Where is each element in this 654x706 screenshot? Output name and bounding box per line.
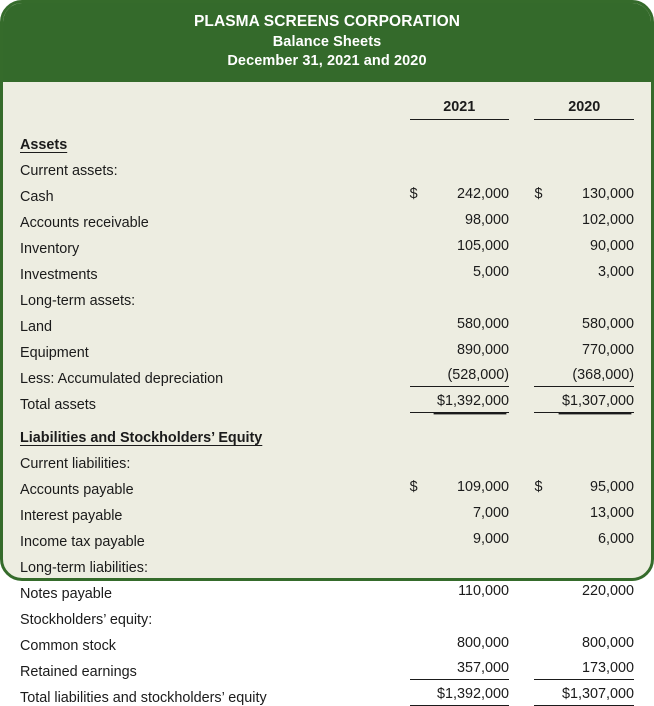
table-row — [20, 335, 634, 361]
total-liabilities-equity-2021-sign — [410, 680, 431, 706]
investments-2020-sign — [534, 257, 555, 283]
long-term-liabilities-heading: Long-term liabilities: — [20, 560, 148, 577]
table-row — [20, 498, 634, 524]
row-label-land: Land — [20, 319, 53, 336]
income-tax-payable-2021-value: 9,000 — [473, 531, 510, 548]
table-row-total-liabilities-equity — [20, 680, 634, 706]
accounts-receivable-2020-sign — [534, 205, 555, 231]
notes-payable-2020-sign — [534, 576, 555, 602]
balance-sheet-body — [3, 82, 651, 706]
company-name: PLASMA SCREENS CORPORATION — [193, 13, 461, 30]
liabilities-equity-heading: Liabilities and Stockholders’ Equity — [20, 430, 263, 447]
long-term-assets-heading: Long-term assets: — [20, 293, 136, 310]
section-heading-liabilities-equity — [20, 413, 634, 446]
column-header-2021-text: 2021 — [410, 100, 510, 119]
row-label-retained-earnings: Retained earnings — [20, 664, 137, 681]
table-row — [20, 361, 634, 387]
total-liabilities-equity-2020-sign — [534, 680, 555, 706]
accumulated-depreciation-2021-value: (528,000) — [431, 361, 509, 387]
current-liabilities-heading: Current liabilities: — [20, 456, 131, 473]
accounts-payable-2020-value: 95,000 — [589, 479, 634, 496]
investments-2021-value: 5,000 — [473, 264, 510, 281]
total-liabilities-equity-2020-value: $1,307,000 — [556, 680, 634, 706]
accounts-payable-2021-value: 109,000 — [457, 479, 510, 496]
income-tax-payable-2021-sign — [410, 524, 431, 550]
total-assets-2020-value: $1,307,000 — [556, 387, 634, 413]
row-label-total-liabilities-equity: Total liabilities and stockholders’ equity — [20, 690, 267, 706]
table-row — [20, 472, 634, 498]
statement-dates: December 31, 2021 and 2020 — [227, 53, 427, 70]
accumulated-depreciation-2020-value: (368,000) — [556, 361, 634, 387]
common-stock-2021-value: 800,000 — [457, 635, 510, 652]
row-label-common-stock: Common stock — [20, 638, 116, 655]
interest-payable-2020-sign — [534, 498, 555, 524]
row-label-accumulated-depreciation: Less: Accumulated depreciation — [20, 371, 224, 388]
investments-2020-value: 3,000 — [597, 264, 634, 281]
group-heading-long-term-liabilities — [20, 550, 634, 576]
accounts-receivable-2021-value: 98,000 — [465, 212, 510, 229]
equipment-2020-sign — [534, 335, 555, 361]
accounts-payable-2020-sign: $ — [534, 479, 543, 496]
table-row-total-assets — [20, 387, 634, 413]
column-gap — [509, 82, 534, 120]
row-label-interest-payable: Interest payable — [20, 508, 123, 525]
table-row — [20, 309, 634, 335]
column-header-2021 — [410, 82, 510, 120]
income-tax-payable-2020-sign — [534, 524, 555, 550]
retained-earnings-2020-value: 173,000 — [556, 654, 634, 680]
row-label-equipment: Equipment — [20, 345, 89, 362]
cash-2021-value: 242,000 — [457, 186, 510, 203]
column-header-2020-text: 2020 — [534, 100, 634, 119]
table-row — [20, 179, 634, 205]
current-assets-heading: Current assets: — [20, 163, 118, 180]
land-2020-sign — [534, 309, 555, 335]
accumulated-depreciation-2021-sign — [410, 361, 431, 387]
equipment-2021-sign — [410, 335, 431, 361]
section-heading-assets — [20, 120, 634, 153]
group-heading-stockholders-equity — [20, 602, 634, 628]
retained-earnings-2021-sign — [410, 654, 431, 680]
inventory-2020-sign — [534, 231, 555, 257]
column-header-label — [20, 82, 410, 120]
row-label-notes-payable: Notes payable — [20, 586, 113, 603]
total-assets-2021-sign — [410, 387, 431, 413]
cash-2020-sign: $ — [534, 186, 543, 203]
income-tax-payable-2020-value: 6,000 — [597, 531, 634, 548]
notes-payable-2020-value: 220,000 — [581, 583, 634, 600]
cash-2020-value: 130,000 — [581, 186, 634, 203]
column-header-2020 — [534, 82, 634, 120]
inventory-2021-sign — [410, 231, 431, 257]
table-row — [20, 628, 634, 654]
row-label-accounts-payable: Accounts payable — [20, 482, 134, 499]
retained-earnings-2021-value: 357,000 — [431, 654, 509, 680]
accounts-payable-2021-sign: $ — [409, 479, 418, 496]
row-label-accounts-receivable: Accounts receivable — [20, 215, 149, 232]
balance-sheet-table — [20, 82, 634, 706]
row-label-investments: Investments — [20, 267, 98, 284]
total-liabilities-equity-2021-value: $1,392,000 — [431, 680, 509, 706]
accounts-receivable-2020-value: 102,000 — [581, 212, 634, 229]
land-2020-value: 580,000 — [581, 316, 634, 333]
column-header-row — [20, 82, 634, 120]
interest-payable-2020-value: 13,000 — [589, 505, 634, 522]
total-assets-2020-sign — [534, 387, 555, 413]
equipment-2021-value: 890,000 — [457, 342, 510, 359]
common-stock-2020-value: 800,000 — [581, 635, 634, 652]
investments-2021-sign — [410, 257, 431, 283]
land-2021-sign — [410, 309, 431, 335]
statement-title: Balance Sheets — [272, 33, 382, 50]
land-2021-value: 580,000 — [457, 316, 510, 333]
statement-header — [3, 3, 651, 82]
table-row — [20, 524, 634, 550]
row-label-income-tax-payable: Income tax payable — [20, 534, 145, 551]
interest-payable-2021-value: 7,000 — [473, 505, 510, 522]
inventory-2020-value: 90,000 — [589, 238, 634, 255]
accounts-receivable-2021-sign — [410, 205, 431, 231]
table-row — [20, 576, 634, 602]
table-row — [20, 231, 634, 257]
retained-earnings-2020-sign — [534, 654, 555, 680]
row-label-inventory: Inventory — [20, 241, 80, 258]
common-stock-2020-sign — [534, 628, 555, 654]
interest-payable-2021-sign — [410, 498, 431, 524]
group-heading-long-term-assets — [20, 283, 634, 309]
row-label-total-assets: Total assets — [20, 397, 96, 414]
table-row — [20, 654, 634, 680]
common-stock-2021-sign — [410, 628, 431, 654]
equipment-2020-value: 770,000 — [581, 342, 634, 359]
stockholders-equity-heading: Stockholders’ equity: — [20, 612, 153, 629]
table-row — [20, 257, 634, 283]
table-row — [20, 205, 634, 231]
inventory-2021-value: 105,000 — [457, 238, 510, 255]
assets-heading: Assets — [20, 137, 68, 154]
group-heading-current-liabilities — [20, 446, 634, 472]
group-heading-current-assets — [20, 153, 634, 179]
row-label-cash: Cash — [20, 189, 54, 206]
accumulated-depreciation-2020-sign — [534, 361, 555, 387]
total-assets-2021-value: $1,392,000 — [431, 387, 509, 413]
cash-2021-sign: $ — [409, 186, 418, 203]
notes-payable-2021-sign — [410, 576, 431, 602]
notes-payable-2021-value: 110,000 — [458, 583, 510, 600]
